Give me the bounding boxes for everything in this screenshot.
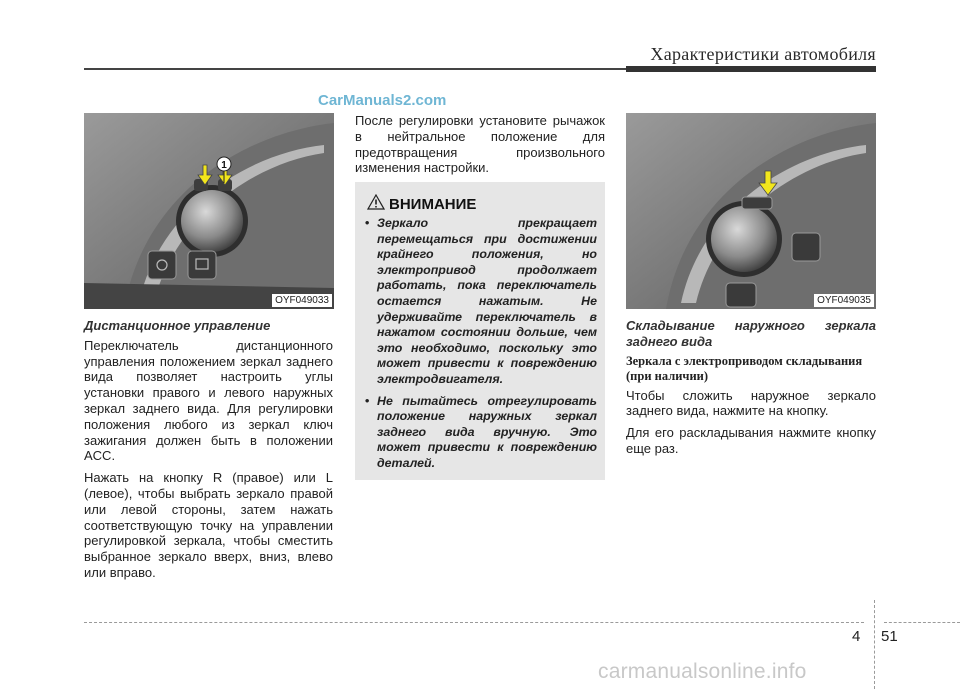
warning-item: • Зеркало прекращает перемещаться при достижении крайнего положения, но электропривод продолжает работать, пока переключатель остается нажатым. Не удерживайте переключатель в нажатом состоянии дольше, чем это необходимо, поскольку это может привести к повреждению электродвигателя. (365, 216, 597, 388)
figure-code: OYF049033 (272, 294, 332, 307)
warning-list (365, 216, 597, 478)
right-column (626, 318, 876, 463)
header-rule-accent (626, 66, 876, 72)
middle-column (355, 113, 605, 182)
door-switch-illustration (626, 113, 876, 309)
paragraph: Нажать на кнопку R (правое) или L (левое), чтобы выбрать зеркало правой или левой стороны, затем нажать соответствующую точку на управлении регулировкой зеркала, чтобы сместить выбранное зеркало вверх, вниз, влево или вправо. (84, 470, 333, 580)
left-column (84, 318, 333, 587)
footer-rule (884, 622, 960, 623)
callout-number: 1 (221, 160, 227, 171)
paragraph: Переключатель дистанционного управления положением зеркал заднего вида позволяет настроить углы установки правого и левого наружных зеркал заднего вида. Для регулировки положения любого из зеркал ключ зажигания должен быть в положении ACC. (84, 337, 333, 464)
section-heading: Дистанционное управление (84, 318, 271, 333)
section-heading: Складывание наружного зеркала заднего вида (626, 318, 876, 349)
footer-divider (874, 600, 875, 689)
warning-triangle-icon (367, 194, 385, 210)
paragraph: После регулировки установите рычажок в нейтральное положение для предотвращения произвольного изменения настройки. (355, 113, 605, 176)
watermark-top-link[interactable]: CarManuals2.com (318, 92, 447, 109)
sub-heading: Зеркала с электроприводом складывания (при наличии) (626, 353, 863, 383)
warning-title: ВНИМАНИЕ (389, 196, 477, 213)
door-switch-illustration (84, 113, 334, 309)
figure-code: OYF049035 (814, 294, 874, 307)
paragraph: Чтобы сложить наружное зеркало заднего вида, нажмите на кнопку. (626, 387, 876, 419)
footer-rule (84, 622, 864, 623)
mirror-control-photo-left (84, 113, 334, 309)
chapter-number: 4 (852, 628, 861, 645)
warning-item: • Не пытайтесь отрегулировать положение наружных зеркал заднего вида вручную. Это может привести к повреждению деталей. (365, 394, 597, 472)
paragraph: Для его раскладывания нажмите кнопку еще раз. (626, 425, 876, 456)
page-number: 51 (881, 628, 898, 645)
watermark-bottom-link[interactable]: carmanualsonline.info (598, 660, 807, 683)
running-header: Характеристики автомобиля (650, 44, 876, 64)
warning-box (355, 182, 605, 480)
mirror-fold-photo-right (626, 113, 876, 309)
